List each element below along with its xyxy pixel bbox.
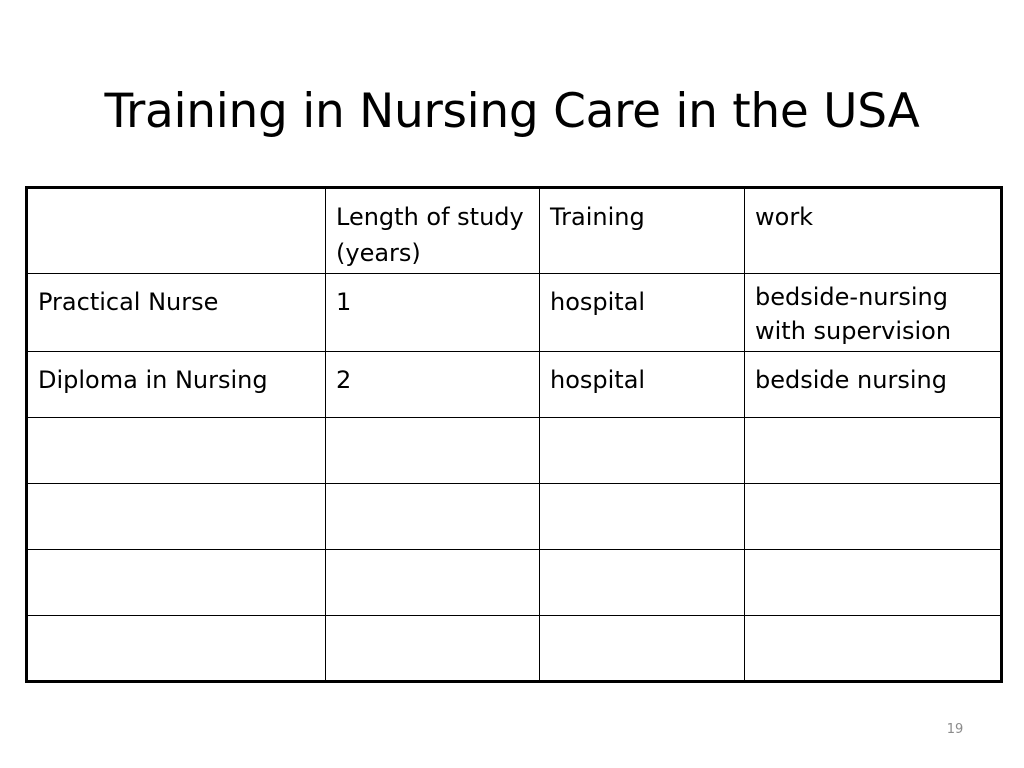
table-cell: bedside nursing (745, 352, 1002, 418)
table-cell (745, 484, 1002, 550)
table-cell: hospital (540, 352, 745, 418)
table-cell (27, 550, 326, 616)
table-cell: hospital (540, 274, 745, 352)
table-row (27, 616, 1002, 682)
table-cell (326, 418, 540, 484)
table-cell: bedside-nursing with supervision (745, 274, 1002, 352)
table-cell (27, 616, 326, 682)
table-cell (326, 484, 540, 550)
table-cell: Diploma in Nursing (27, 352, 326, 418)
table-row (27, 484, 1002, 550)
table-row (27, 352, 1002, 418)
table-cell (745, 418, 1002, 484)
table-cell (27, 418, 326, 484)
nursing-training-table (25, 186, 1003, 683)
table-cell: 2 (326, 352, 540, 418)
table-row (27, 550, 1002, 616)
table-cell (27, 484, 326, 550)
table-cell (745, 550, 1002, 616)
slide-title: Training in Nursing Care in the USA (104, 84, 920, 139)
table-cell (326, 616, 540, 682)
header-cell-work: work (745, 188, 1002, 274)
header-cell-blank (27, 188, 326, 274)
table-cell (540, 418, 745, 484)
table-cell (540, 616, 745, 682)
table-cell: 1 (326, 274, 540, 352)
table-header-row (27, 188, 1002, 274)
table-cell: Practical Nurse (27, 274, 326, 352)
page-number: 19 (946, 722, 964, 737)
table-cell (540, 484, 745, 550)
table-cell (540, 550, 745, 616)
table-cell (326, 550, 540, 616)
header-cell-training: Training (540, 188, 745, 274)
table-row (27, 418, 1002, 484)
table-cell (745, 616, 1002, 682)
table-row (27, 274, 1002, 352)
header-cell-length-of-study: Length of study (years) (326, 188, 540, 274)
